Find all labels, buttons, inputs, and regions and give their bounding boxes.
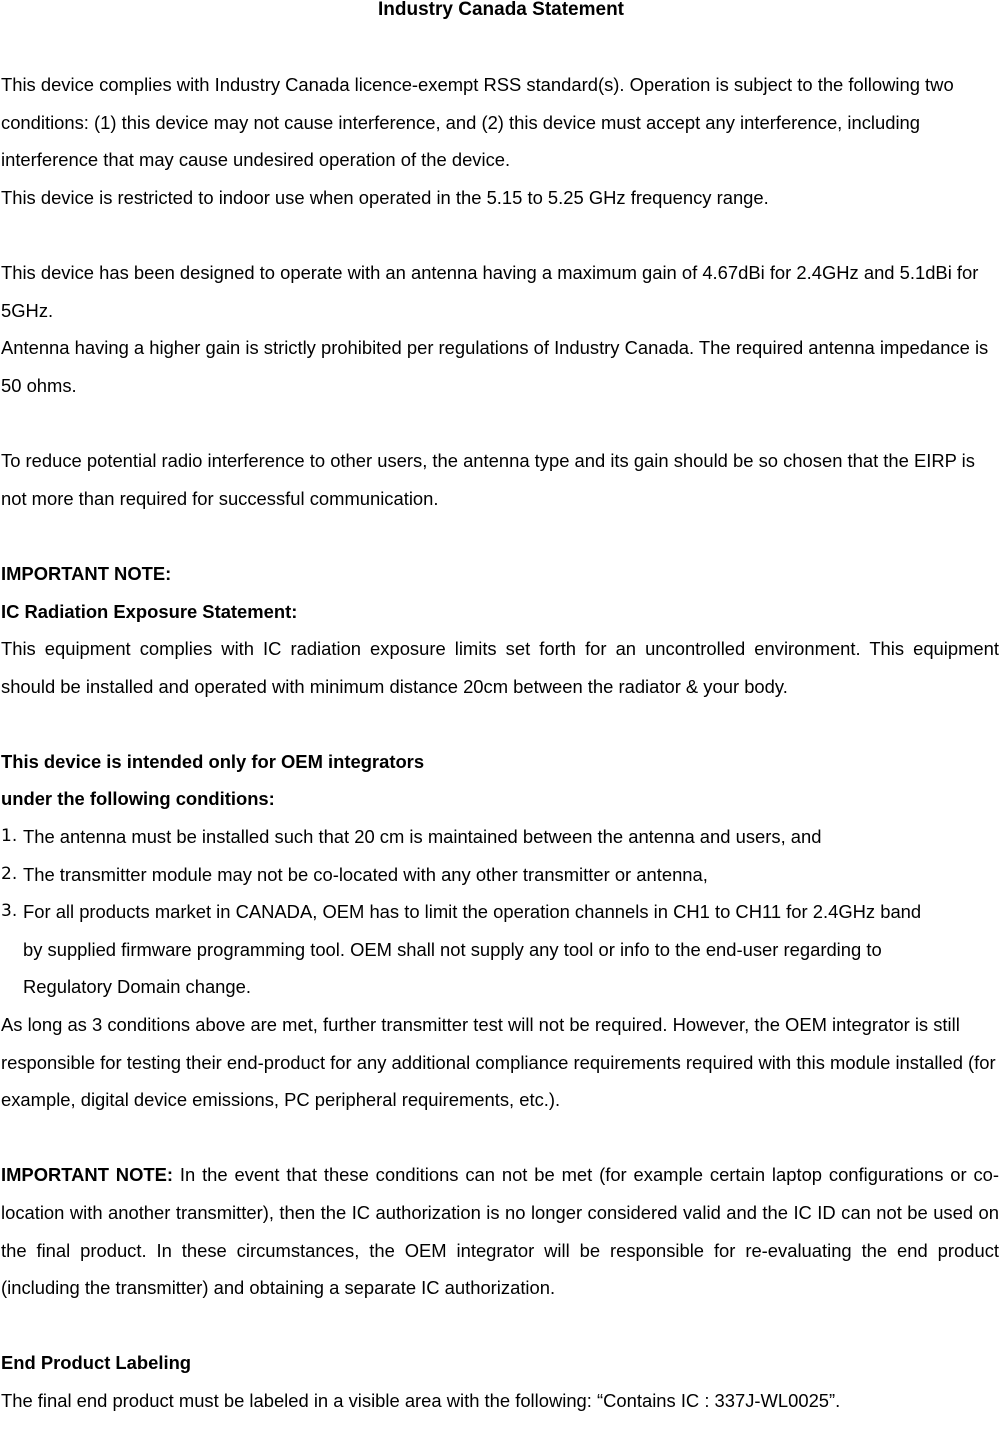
spacer bbox=[1, 705, 999, 743]
list-item bbox=[1, 856, 999, 894]
radiation-exposure-body: This equipment complies with IC radiation exposure limits set forth for an uncontrolled environment. This equipment should be installed and operated with minimum distance 20cm between the radiator & your body. bbox=[1, 638, 999, 697]
list-item-text: The transmitter module may not be co-located with any other transmitter or antenna, bbox=[23, 863, 708, 885]
oem-conditions-list bbox=[1, 818, 999, 1006]
spacer bbox=[1, 405, 999, 443]
list-item bbox=[1, 818, 999, 856]
oem-heading-line-1: This device is intended only for OEM integrators bbox=[1, 750, 425, 772]
end-product-labeling-body: The final end product must be labeled in a visible area with the following: “Contains IC : 337J-WL0025”. bbox=[1, 1389, 841, 1411]
spacer bbox=[1, 517, 999, 555]
spacer bbox=[1, 217, 999, 255]
important-note-label: IMPORTANT NOTE: bbox=[1, 1164, 174, 1186]
oem-closing-paragraph: As long as 3 conditions above are met, further transmitter test will not be required. However, the OEM integrator is still responsible for testing their end-product for any additional compliance requirements required with this module installed (for example, digital device emissions, PC peripheral requirements, etc.). bbox=[1, 1014, 996, 1111]
antenna-paragraph-2: Antenna having a higher gain is strictly prohibited per regulations of Industry Canada. The required antenna impedance is 50 ohms. bbox=[1, 337, 989, 396]
spacer bbox=[1, 1307, 999, 1345]
oem-heading-line-2: under the following conditions: bbox=[1, 788, 275, 810]
list-item bbox=[1, 893, 999, 1006]
spacer bbox=[1, 29, 999, 67]
document-page bbox=[1, 0, 999, 1420]
list-item-text: The antenna must be installed such that 20 cm is maintained between the antenna and users, and bbox=[23, 826, 822, 848]
spacer bbox=[1, 1119, 999, 1157]
important-note-heading: IMPORTANT NOTE: bbox=[1, 562, 172, 584]
list-item-number: 3. bbox=[1, 901, 18, 922]
antenna-paragraph-1: This device has been designed to operate with an antenna having a maximum gain of 4.67dBi for 2.4GHz and 5.1dBi for 5GHz. bbox=[1, 262, 979, 321]
important-note-body: In the event that these conditions can not be met (for example certain laptop configurations or co-location with another transmitter), then the IC authorization is no longer considered valid and the IC ID can not be used on the final product. In these circumstances, the OEM integrator will be responsible for re-evaluating the end product (including the transmitter) and obtaining a separate IC authorization. bbox=[1, 1164, 999, 1299]
eirp-paragraph: To reduce potential radio interference to other users, the antenna type and its gain should be so chosen that the EIRP is not more than required for successful communication. bbox=[1, 450, 975, 509]
intro-paragraph-1: This device complies with Industry Canada licence-exempt RSS standard(s). Operation is subject to the following two conditions: (1) this device may not cause interference, and (2) this device must accept any interference, including interference that may cause undesired operation of the device. bbox=[1, 74, 954, 171]
radiation-exposure-heading: IC Radiation Exposure Statement: bbox=[1, 600, 298, 622]
list-item-number: 1. bbox=[1, 826, 18, 847]
important-note-paragraph bbox=[1, 1156, 999, 1306]
intro-paragraph-2: This device is restricted to indoor use when operated in the 5.15 to 5.25 GHz frequency range. bbox=[1, 186, 769, 208]
page-title: Industry Canada Statement bbox=[378, 0, 624, 20]
list-item-number: 2. bbox=[1, 863, 18, 884]
end-product-labeling-heading: End Product Labeling bbox=[1, 1352, 192, 1374]
list-item-text: For all products market in CANADA, OEM has to limit the operation channels in CH1 to CH11 for 2.4GHz band by supplied firmware programming tool. OEM shall not supply any tool or info to the end-user regarding to Regulatory Domain change. bbox=[23, 901, 922, 998]
